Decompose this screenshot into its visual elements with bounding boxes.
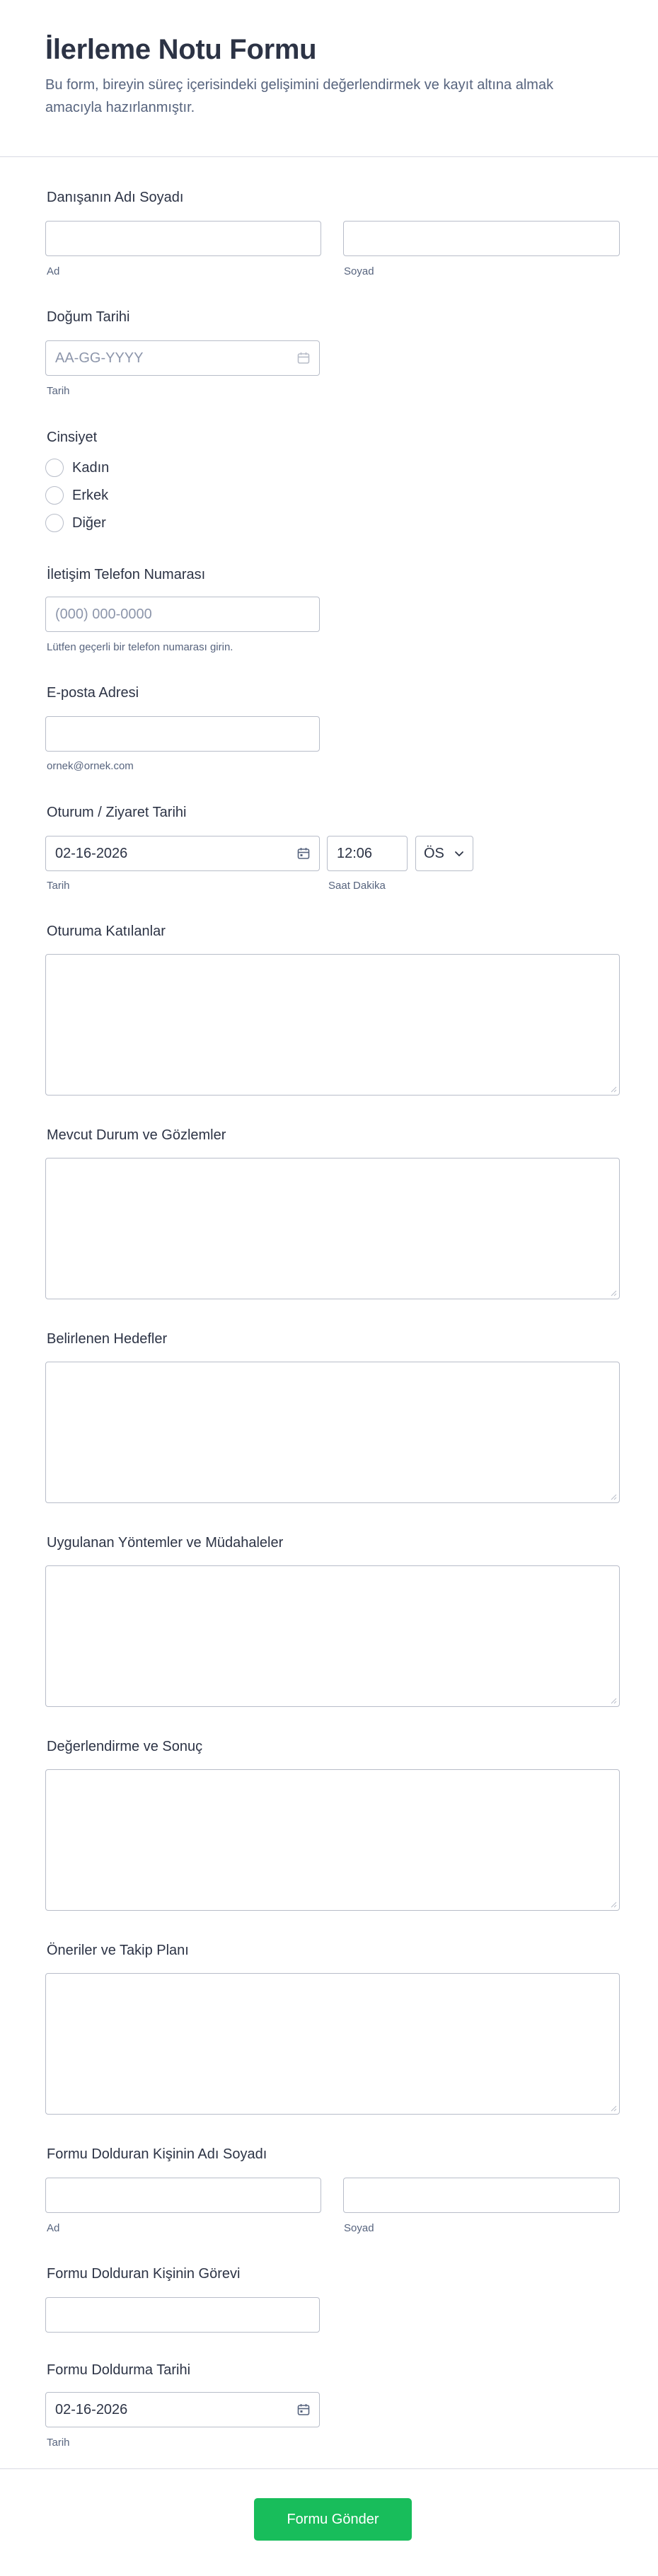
methods-label: Uygulanan Yöntemler ve Müdahaleler xyxy=(47,1535,284,1551)
goals-textarea[interactable] xyxy=(45,1362,620,1503)
radio-circle[interactable] xyxy=(45,486,64,505)
session-date-sublabel: Tarih xyxy=(47,880,70,892)
evaluation-label: Değerlendirme ve Sonuç xyxy=(47,1739,203,1754)
observations-label: Mevcut Durum ve Gözlemler xyxy=(47,1127,226,1143)
email-sublabel: ornek@ornek.com xyxy=(47,760,134,772)
birth-date-placeholder: AA-GG-YYYY xyxy=(55,350,144,366)
filler-role-label: Formu Dolduran Kişinin Görevi xyxy=(47,2266,241,2282)
gender-label: Cinsiyet xyxy=(47,430,98,445)
calendar-icon[interactable] xyxy=(296,351,311,365)
filler-role-input[interactable] xyxy=(45,2297,320,2333)
submit-button[interactable]: Formu Gönder xyxy=(254,2498,412,2541)
radio-circle[interactable] xyxy=(45,514,64,532)
session-time-value: 12:06 xyxy=(337,846,373,861)
evaluation-textarea[interactable] xyxy=(45,1769,620,1911)
filler-first-name-input[interactable] xyxy=(45,2178,321,2213)
ampm-select[interactable] xyxy=(415,836,473,871)
filler-last-name-sublabel: Soyad xyxy=(344,2222,374,2234)
filler-last-name-input[interactable] xyxy=(343,2178,620,2213)
birth-date-input[interactable] xyxy=(45,340,320,376)
goals-label: Belirlenen Hedefler xyxy=(47,1331,168,1347)
birth-date-sublabel: Tarih xyxy=(47,385,70,397)
client-first-name-input[interactable] xyxy=(45,221,321,256)
form-description: Bu form, bireyin süreç içerisindeki gelişimini değerlendirmek ve kayıt altına almak amacıyla hazırlanmıştır. xyxy=(45,77,554,115)
calendar-icon[interactable] xyxy=(296,2403,311,2417)
form-header xyxy=(0,0,658,157)
filler-first-name-sublabel: Ad xyxy=(47,2222,60,2234)
phone-placeholder: (000) 000-0000 xyxy=(55,606,152,622)
session-date-input[interactable] xyxy=(45,836,320,871)
phone-label: İletişim Telefon Numarası xyxy=(47,567,206,582)
session-time-sublabel: Saat Dakika xyxy=(328,880,386,892)
resize-grip-icon[interactable] xyxy=(610,1901,617,1908)
fill-date-input[interactable] xyxy=(45,2392,320,2427)
attendees-label: Oturuma Katılanlar xyxy=(47,924,166,939)
ampm-value: ÖS xyxy=(424,846,444,861)
form-title: İlerleme Notu Formu xyxy=(45,34,317,65)
radio-label: Kadın xyxy=(72,460,110,476)
client-last-name-sublabel: Soyad xyxy=(344,265,374,277)
session-date-value: 02-16-2026 xyxy=(55,846,128,861)
calendar-icon[interactable] xyxy=(296,846,311,861)
session-date-label: Oturum / Ziyaret Tarihi xyxy=(47,805,187,820)
client-name-label: Danışanın Adı Soyadı xyxy=(47,190,184,205)
recommendations-label: Öneriler ve Takip Planı xyxy=(47,1943,189,1958)
recommendations-textarea[interactable] xyxy=(45,1973,620,2115)
session-time-input[interactable] xyxy=(327,836,408,871)
resize-grip-icon[interactable] xyxy=(610,1493,617,1500)
methods-textarea[interactable] xyxy=(45,1565,620,1707)
resize-grip-icon[interactable] xyxy=(610,1697,617,1704)
email-label: E-posta Adresi xyxy=(47,685,139,701)
resize-grip-icon[interactable] xyxy=(610,1289,617,1296)
filler-name-label: Formu Dolduran Kişinin Adı Soyadı xyxy=(47,2146,267,2162)
email-input[interactable] xyxy=(45,716,320,752)
observations-textarea[interactable] xyxy=(45,1158,620,1299)
phone-sublabel: Lütfen geçerli bir telefon numarası girin. xyxy=(47,641,233,653)
client-last-name-input[interactable] xyxy=(343,221,620,256)
chevron-down-icon xyxy=(454,849,464,858)
resize-grip-icon[interactable] xyxy=(610,2105,617,2112)
fill-date-value: 02-16-2026 xyxy=(55,2402,128,2417)
birth-date-label: Doğum Tarihi xyxy=(47,309,130,325)
client-first-name-sublabel: Ad xyxy=(47,265,60,277)
phone-input[interactable] xyxy=(45,597,320,632)
fill-date-sublabel: Tarih xyxy=(47,2437,70,2449)
resize-grip-icon[interactable] xyxy=(610,1086,617,1093)
radio-circle[interactable] xyxy=(45,459,64,477)
attendees-textarea[interactable] xyxy=(45,954,620,1096)
radio-label: Diğer xyxy=(72,515,106,531)
radio-label: Erkek xyxy=(72,488,109,503)
fill-date-label: Formu Doldurma Tarihi xyxy=(47,2362,191,2378)
